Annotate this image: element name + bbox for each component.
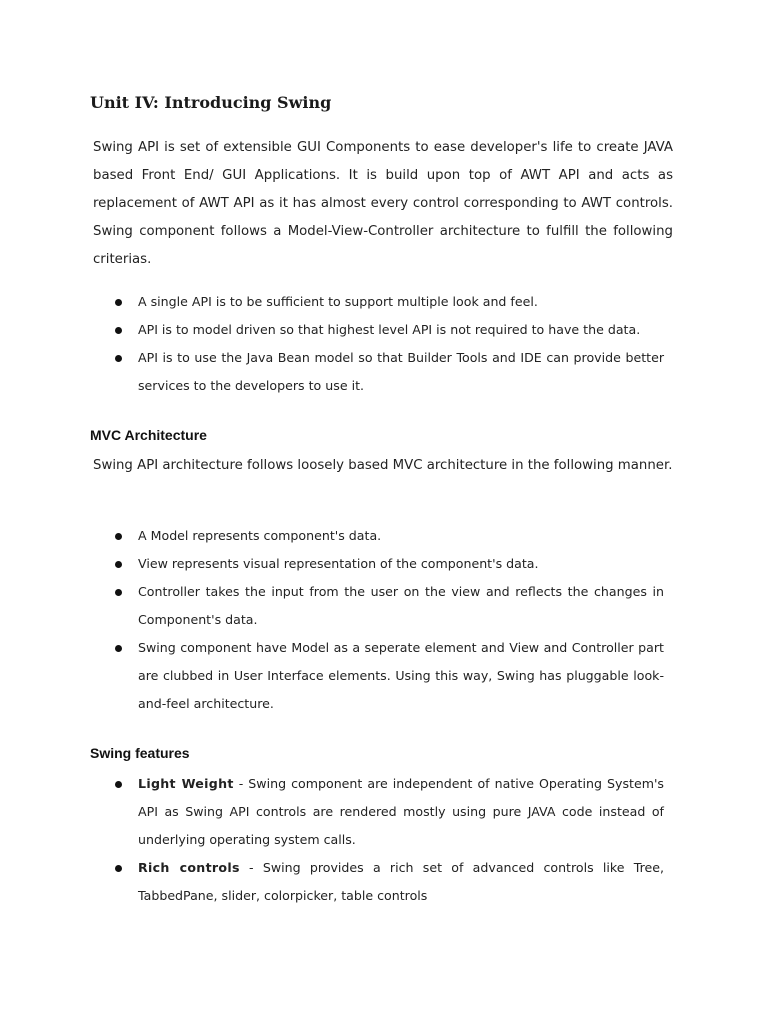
feature-description: - Swing provides a rich set of advanced controls like Tree, TabbedPane, slider, colorpicker, table controls [138,860,664,903]
feature-description: - Swing component are independent of native Operating System's API as Swing API controls are rendered mostly using pure JAVA code instead of underlying operating system calls. [138,776,664,847]
bullet-icon [115,781,122,788]
list-item-text: A single API is to be sufficient to support multiple look and feel. [138,294,538,309]
criteria-list [0,288,768,400]
list-item [0,578,768,634]
list-item [0,550,768,578]
list-item [0,634,768,718]
list-item [0,770,768,854]
list-item [0,522,768,550]
list-item [0,316,768,344]
list-item-text: Controller takes the input from the user on the view and reflects the changes in Component's data. [138,584,664,627]
bullet-icon [115,589,122,596]
feature-term: Light Weight [138,776,234,791]
bullet-icon [115,327,122,334]
intro-paragraph: Swing API is set of extensible GUI Components to ease developer's life to create JAVA based Front End/ GUI Applications. It is build upon top of AWT API and acts as replacement of AWT API as it has almost every control corresponding to AWT controls. Swing component follows a Model-View-Controller architecture to fulfill the following criterias. [93,140,673,267]
list-item-text: A Model represents component's data. [138,528,382,543]
page-title: Unit IV: Introducing Swing [90,93,332,112]
list-item-text: API is to model driven so that highest level API is not required to have the data. [138,322,641,337]
bullet-icon [115,561,122,568]
bullet-icon [115,533,122,540]
mvc-heading: MVC Architecture [90,427,207,443]
list-item [0,344,768,400]
list-item-text: API is to use the Java Bean model so that Builder Tools and IDE can provide better services to the developers to use it. [138,350,664,393]
bullet-icon [115,355,122,362]
features-heading: Swing features [90,745,190,761]
bullet-icon [115,299,122,306]
features-list [0,770,768,910]
list-item-text: Swing component have Model as a seperate element and View and Controller part are clubbed in User Interface elements. Using this way, Swing has pluggable look-and-feel architecture. [138,640,664,711]
feature-term: Rich controls [138,860,240,875]
mvc-list [0,522,768,718]
mvc-paragraph: Swing API architecture follows loosely based MVC architecture in the following manner. [93,458,673,473]
bullet-icon [115,645,122,652]
bullet-icon [115,865,122,872]
list-item [0,854,768,910]
list-item-text: View represents visual representation of the component's data. [138,556,539,571]
list-item [0,288,768,316]
